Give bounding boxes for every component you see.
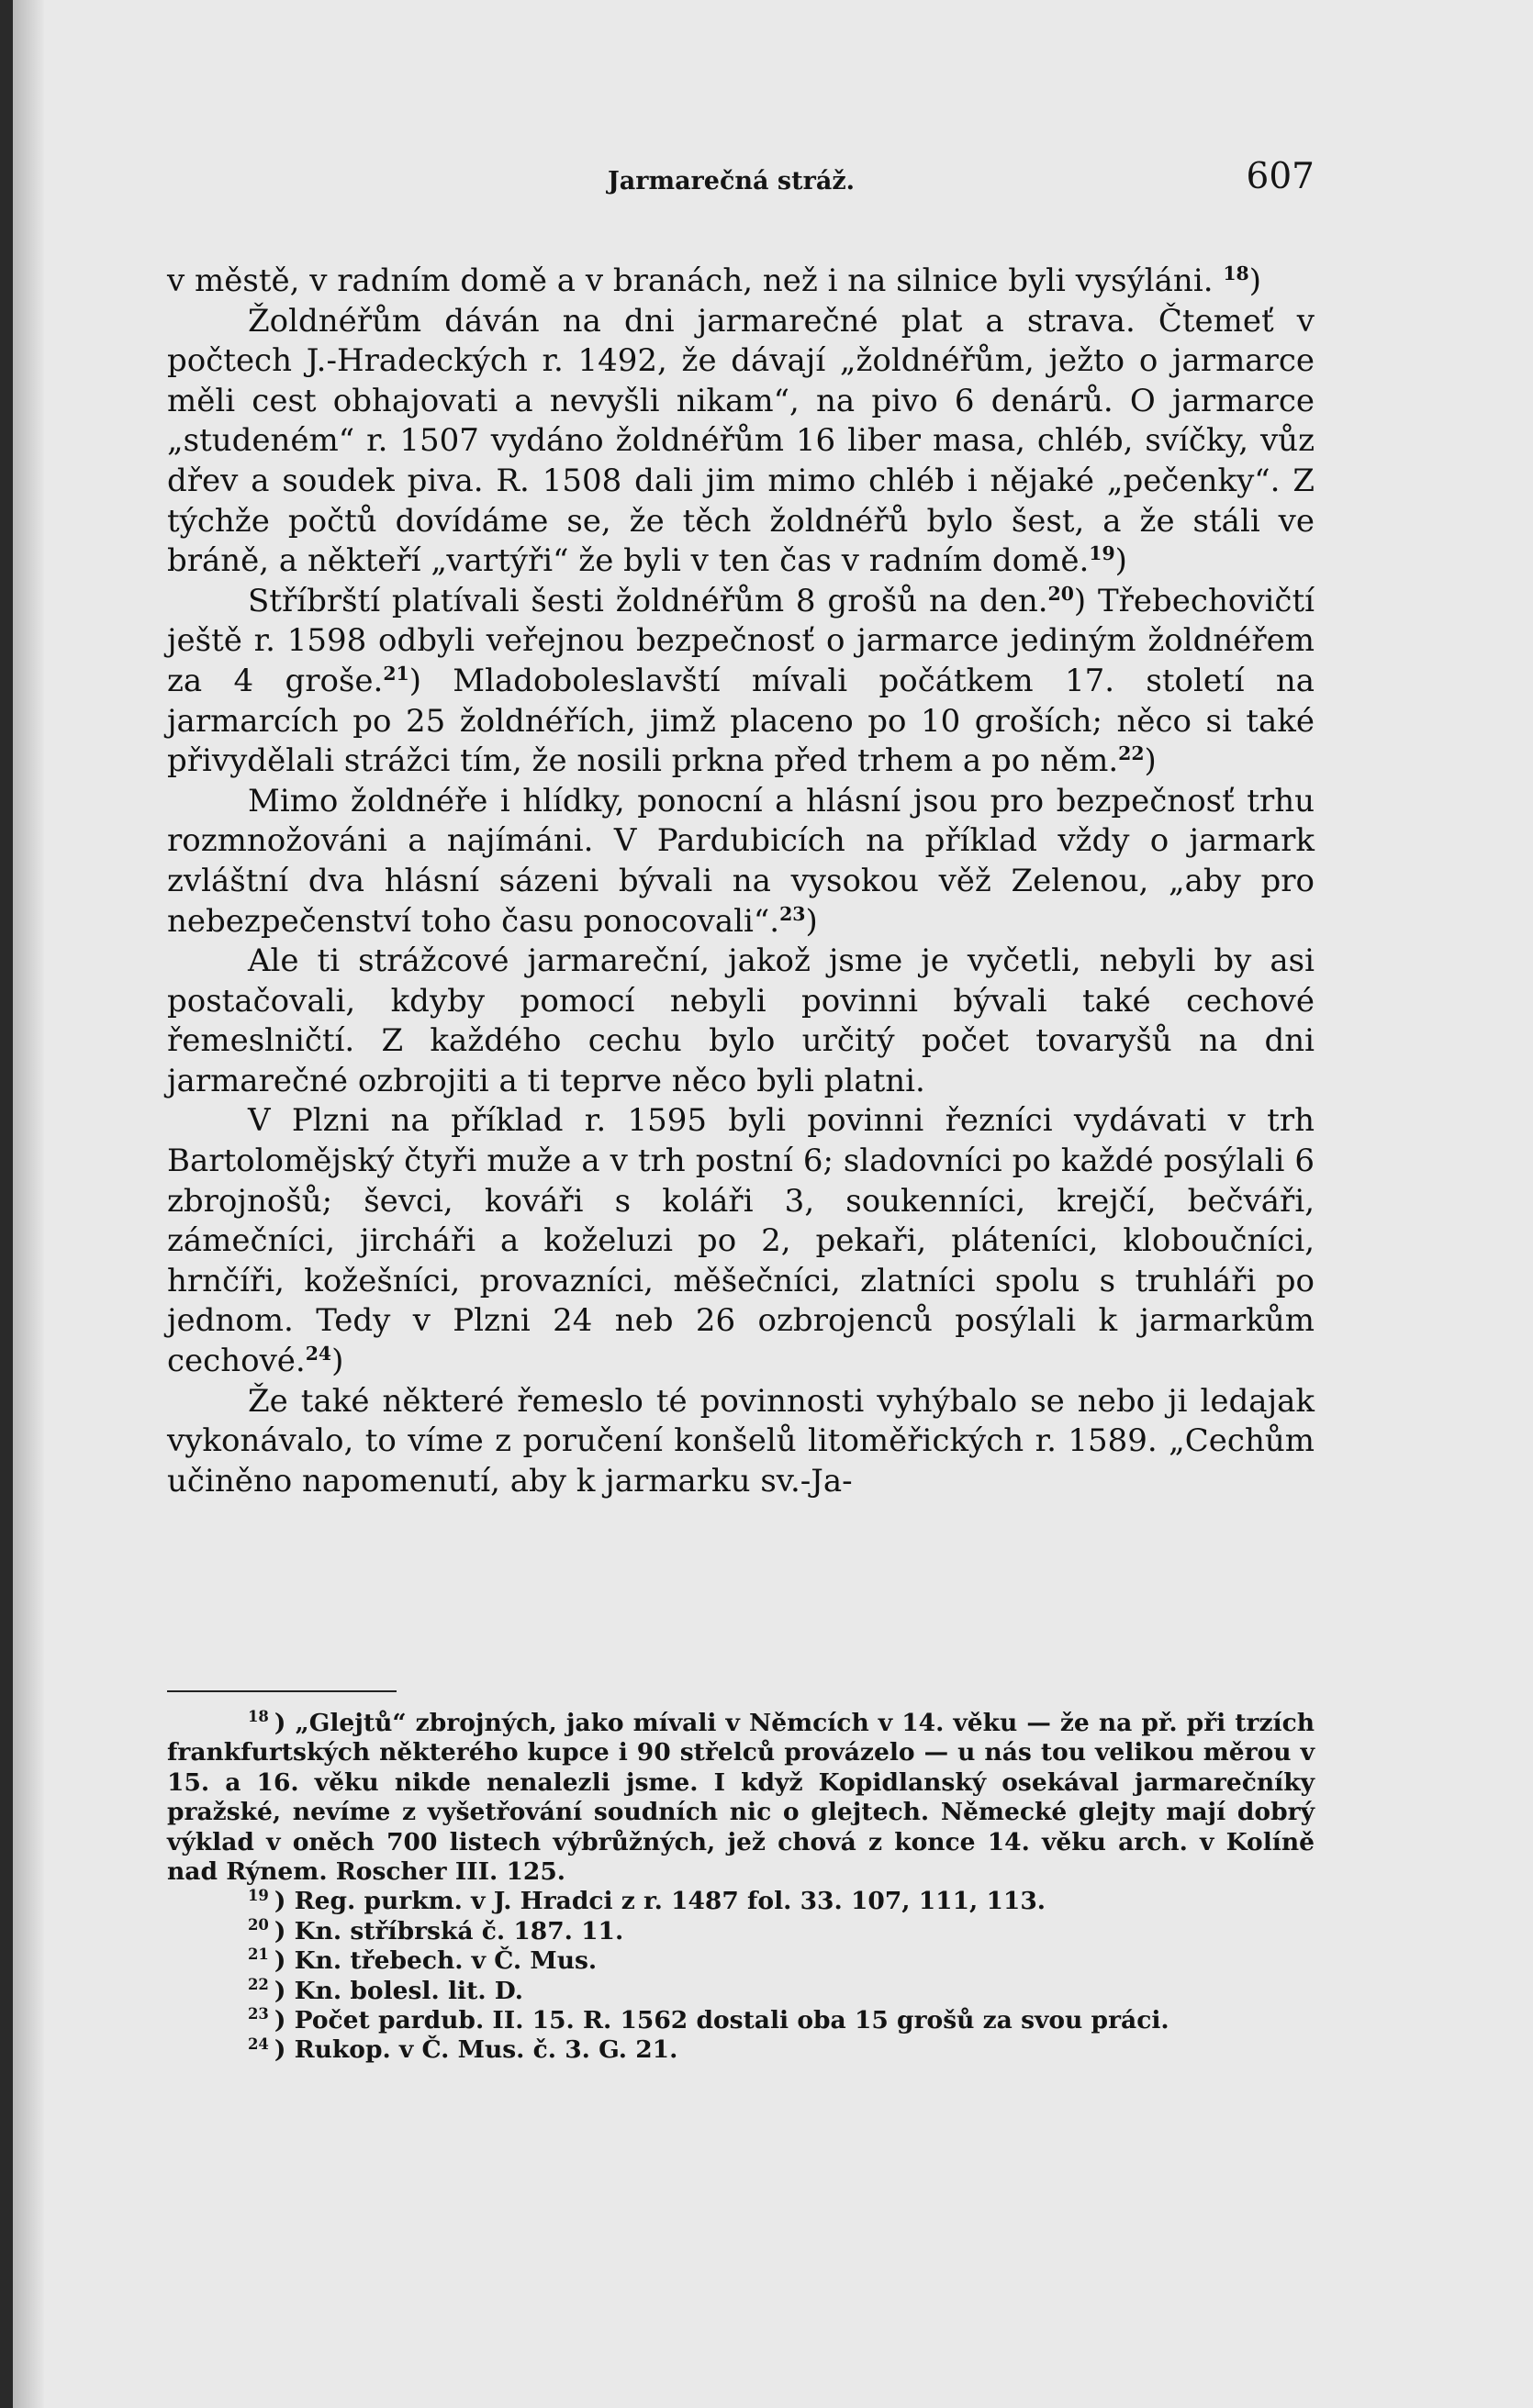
footnote-separator <box>167 1690 397 1692</box>
footnote-number: 18 <box>248 1708 269 1726</box>
footnote-ref: 23 <box>779 902 806 925</box>
page-header <box>167 156 1315 211</box>
footnote-ref: 21 <box>383 662 409 685</box>
footnote: $^{18}$ ) „Glejtů“ zbrojných, jako mívali v Němcích v 14. věku — že na př. při trzích frankfurtských některého kupce i 90 střelců provázelo — u nás tou velikou měrou v 15. a 16. věku nikde nenalezli jsme. I když Kopidlanský osekával jarmarečníky pražské, nevíme z vyšetřování soudních nic o glejtech. Německé glejty mají dobrý výklad v oněch 700 listech výbrůžných, jež chová z konce 14. věku arch. v Kolíně nad Rýnem. Roscher III. 125. <box>167 1708 1315 1887</box>
footnote-number: 21 <box>248 1945 269 1964</box>
paragraph: Mimo žoldnéře i hlídky, ponocní a hlásní jsou pro bezpečnosť trhu rozmnožováni a najímáni. V Pardubicích na příklad vždy o jarmark zvláštní dva hlásní sázeni bývali na vysokou věž Zelenou, „aby pro nebezpečenství toho času ponocovali“.$^{23}$) <box>167 782 1315 940</box>
footnote-ref: 22 <box>1118 741 1145 764</box>
footnotes <box>167 1709 1315 2066</box>
footnote-number: 23 <box>248 2005 269 2023</box>
footnote-ref: 18 <box>1223 262 1249 284</box>
footnote: $^{23}$ ) Počet pardub. II. 15. R. 1562 dostali oba 15 grošů za svou práci. <box>248 2005 1169 2035</box>
paragraph: Že také některé řemeslo té povinnosti vyhýbalo se nebo ji ledajak vykonávalo, to víme z poručení konšelů litoměřických r. 1589. „Cechům učiněno napomenutí, aby k jarmarku sv.-Ja- <box>167 1382 1315 1499</box>
footnote-number: 24 <box>248 2035 269 2053</box>
footnote-ref: 24 <box>305 1342 332 1365</box>
paragraph: V Plzni na příklad r. 1595 byli povinni řezníci vydávati v trh Bartolomějský čtyři muže a v trh postní 6; sladovníci po každé posýlali 6 zbrojnošů; ševci, kováři s koláři 3, soukenníci, krejčí, bečváři, zámečníci, jircháři a koželuzi po 2, pekaři, pláteníci, kloboučníci, hrnčíři, kožešníci, provazníci, měšečníci, zlatníci spolu s truhláři po jednom. Tedy v Plzni 24 neb 26 ozbrojenců posýlali k jarmarkům cechové.$^{24}$) <box>167 1102 1315 1380</box>
footnote-ref: 20 <box>1047 582 1074 605</box>
footnote-number: 20 <box>248 1916 269 1934</box>
paragraph: Stříbrští platívali šesti žoldnéřům 8 grošů na den.$^{20}$) Třebechovičtí ještě r. 1598 odbyli veřejnou bezpečnosť o jarmarce jediným žoldnéřem za 4 groše.$^{21}$) Mladoboleslavští mívali počátkem 17. století na jarmarcích po 25 žoldnéřích, jimž placeno po 10 groších; něco si také přivydělali strážci tím, že nosili prkna před trhem a po něm.$^{22}$) <box>167 582 1315 780</box>
footnote: $^{20}$ ) Kn. stříbrská č. 187. 11. <box>248 1916 624 1945</box>
footnote: $^{19}$ ) Reg. purkm. v J. Hradci z r. 1487 fol. 33. 107, 111, 113. <box>248 1886 1046 1916</box>
paragraph: Žoldnéřům dáván na dni jarmarečné plat a strava. Čtemeť v počtech J.-Hradeckých r. 1492, že dávají „žoldnéřům, ježto o jarmarce měli cest obhajovati a nevyšli nikam“, na pivo 6 denárů. O jarmarce „studeném“ r. 1507 vydáno žoldnéřům 16 liber masa, chléb, svíčky, vůz dřev a soudek piva. R. 1508 dali jim mimo chléb i nějaké „pečenky“. Z týchže počtů dovídáme se, že těch žoldnéřů bylo šest, a že stáli ve bráně, a někteří „vartýři“ že byli v ten čas v radním domě.$^{19}$) <box>167 302 1315 580</box>
footnote-number: 19 <box>248 1886 269 1904</box>
paragraph: v městě, v radním domě a v branách, než i na silnice byli vysýláni. $^{18}$) <box>167 262 1261 299</box>
footnote: $^{22}$ ) Kn. bolesl. lit. D. <box>248 1975 524 2005</box>
footnote-ref: 19 <box>1089 541 1115 564</box>
page-gutter-shadow <box>13 0 44 2408</box>
paragraph: Ale ti strážcové jarmareční, jakož jsme je vyčetli, nebyli by asi postačovali, kdyby pomocí nebyli povinni bývali také cechové řemeslničtí. Z každého cechu bylo určitý počet tovaryšů na dni jarmarečné ozbrojiti a ti teprve něco byli platni. <box>167 942 1315 1099</box>
running-head: Jarmarečná stráž. <box>608 167 856 195</box>
footnote-number: 22 <box>248 1975 269 1993</box>
page-number: 607 <box>1246 156 1315 197</box>
footnote: $^{21}$ ) Kn. třebech. v Č. Mus. <box>248 1945 598 1976</box>
footnote: $^{24}$ ) Rukop. v Č. Mus. č. 3. G. 21. <box>248 2035 678 2065</box>
main-text <box>167 262 1315 1501</box>
